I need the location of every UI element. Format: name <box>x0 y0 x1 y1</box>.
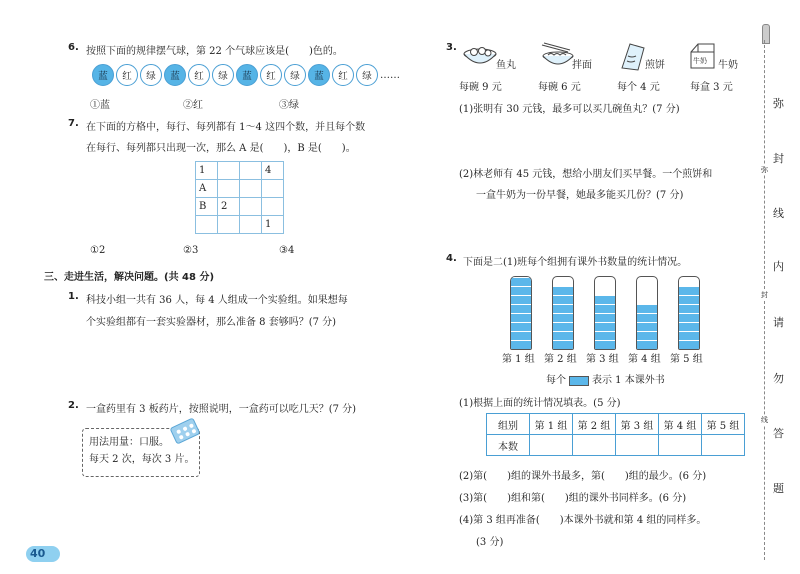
balloon: 红 <box>116 64 138 86</box>
p3-number: 3. <box>446 42 457 53</box>
book-unit <box>637 313 657 322</box>
usage-line-2: 每天 2 次，每次 3 片。 <box>89 454 195 465</box>
p4-sub3: (3)第( )组和第( )组的课外书同样多。(6 分) <box>459 493 687 504</box>
table-header-cell: 第 5 组 <box>702 414 745 435</box>
balloon: 绿 <box>212 64 234 86</box>
food-2-name: 拌面 <box>572 60 592 71</box>
balloon-ellipsis: …… <box>380 69 400 81</box>
p1-line1: 科技小组一共有 36 人，每 4 人组成一个实验组。如果想每 <box>86 295 348 306</box>
food-2-price: 每碗 6 元 <box>538 82 581 93</box>
number-grid <box>195 161 284 234</box>
grid-cell <box>196 216 218 234</box>
grid-cell: 1 <box>196 162 218 180</box>
table-header-cell: 组别 <box>487 414 530 435</box>
table-row-label: 本数 <box>487 435 530 456</box>
bar-4 <box>636 276 658 350</box>
food-3-name: 煎饼 <box>645 60 665 71</box>
q7-line2: 在每行、每列都只出现一次，那么 A 是( )，B 是( )。 <box>86 143 356 154</box>
q6-option-2: ②红 <box>183 100 203 111</box>
book-unit <box>553 340 573 349</box>
bar-1 <box>510 276 532 350</box>
p4-sub1: (1)根据上面的统计情况填表。(5 分) <box>459 398 621 409</box>
book-unit <box>679 331 699 340</box>
table-answer-cell[interactable] <box>573 435 616 456</box>
balloon: 蓝 <box>236 64 258 86</box>
book-unit <box>553 322 573 331</box>
q7-option-3: ③4 <box>279 245 295 256</box>
seal-char-5: 请 <box>773 316 784 329</box>
table-header-cell: 第 2 组 <box>573 414 616 435</box>
balloon: 红 <box>260 64 282 86</box>
book-unit <box>595 295 615 304</box>
q7-option-2: ②3 <box>183 245 199 256</box>
book-unit <box>595 322 615 331</box>
fish-ball-bowl-icon <box>464 48 496 64</box>
grid-cell <box>262 180 284 198</box>
book-unit <box>637 331 657 340</box>
section-3-heading: 三、走进生活，解决问题。(共 48 分) <box>44 272 215 283</box>
book-unit <box>553 295 573 304</box>
p4-text: 下面是二(1)班每个组拥有课外书数量的统计情况。 <box>463 257 688 268</box>
food-4-name: 牛奶 <box>718 60 738 71</box>
seal-small-3: 线 <box>761 416 768 424</box>
book-unit <box>637 322 657 331</box>
book-unit <box>511 313 531 322</box>
grid-cell: 1 <box>262 216 284 234</box>
book-unit <box>553 286 573 295</box>
book-unit <box>595 313 615 322</box>
book-unit <box>511 331 531 340</box>
book-unit <box>679 295 699 304</box>
q6-option-3: ③绿 <box>279 100 299 111</box>
book-unit <box>679 286 699 295</box>
usage-line-1: 用法用量：口服。 <box>89 437 169 448</box>
grid-cell <box>218 180 240 198</box>
book-unit <box>679 340 699 349</box>
balloon: 绿 <box>356 64 378 86</box>
grid-cell <box>262 198 284 216</box>
grid-cell <box>240 162 262 180</box>
seal-char-1: 弥 <box>773 97 784 110</box>
balloon: 绿 <box>284 64 306 86</box>
book-unit <box>511 340 531 349</box>
food-1-price: 每碗 9 元 <box>459 82 502 93</box>
table-answer-cell[interactable] <box>616 435 659 456</box>
balloon: 蓝 <box>164 64 186 86</box>
table-header-cell: 第 4 组 <box>659 414 702 435</box>
book-unit <box>679 313 699 322</box>
food-4-price: 每盒 3 元 <box>690 82 733 93</box>
milk-carton-icon <box>691 44 714 68</box>
legend-swatch <box>569 376 589 386</box>
p3-sub2-line1: (2)林老师有 45 元钱，想给小朋友们买早餐。一个煎饼和 <box>459 169 713 180</box>
balloon: 红 <box>332 64 354 86</box>
grid-cell <box>218 216 240 234</box>
book-unit <box>595 340 615 349</box>
book-unit <box>553 331 573 340</box>
q7-option-1: ①2 <box>90 245 106 256</box>
p1-line2: 个实验组都有一套实验器材，那么准备 8 套够吗？(7 分) <box>86 317 337 328</box>
table-header-cell: 第 3 组 <box>616 414 659 435</box>
table-answer-cell[interactable] <box>659 435 702 456</box>
balloon: 蓝 <box>308 64 330 86</box>
balloon: 红 <box>188 64 210 86</box>
seal-small-2: 封 <box>761 291 768 299</box>
category-label: 第 3 组 <box>586 354 619 365</box>
food-1-name: 鱼丸 <box>496 60 516 71</box>
grid-cell: A <box>196 180 218 198</box>
book-unit <box>637 304 657 313</box>
p2-number: 2. <box>68 400 79 411</box>
category-label: 第 5 组 <box>670 354 703 365</box>
pancake-icon <box>622 44 644 70</box>
book-unit <box>679 322 699 331</box>
category-label: 第 2 组 <box>544 354 577 365</box>
seal-char-6: 勿 <box>773 372 784 385</box>
book-unit <box>637 340 657 349</box>
balloon: 蓝 <box>92 64 114 86</box>
grid-cell: B <box>196 198 218 216</box>
category-label: 第 4 组 <box>628 354 661 365</box>
q7-line1: 在下面的方格中，每行、每列都有 1～4 这四个数，并且每个数 <box>86 122 366 133</box>
table-answer-cell[interactable] <box>702 435 745 456</box>
noodle-bowl-icon <box>542 43 573 64</box>
q6-option-1: ①蓝 <box>90 100 110 111</box>
p4-number: 4. <box>446 253 457 264</box>
seal-char-7: 答 <box>773 427 784 440</box>
book-unit <box>553 313 573 322</box>
seal-line <box>764 40 765 560</box>
p3-sub1: (1)张明有 30 元钱，最多可以买几碗鱼丸？(7 分) <box>459 104 680 115</box>
milk-carton-label: 牛奶 <box>693 57 707 65</box>
seal-char-8: 题 <box>773 482 784 495</box>
grid-cell <box>240 198 262 216</box>
table-header-cell: 第 1 组 <box>530 414 573 435</box>
p4-sub4-line1: (4)第 3 组再准备( )本课外书就和第 4 组的同样多。 <box>459 515 707 526</box>
grid-cell <box>240 180 262 198</box>
p1-number: 1. <box>68 291 79 302</box>
table-answer-cell[interactable] <box>530 435 573 456</box>
stat-table <box>486 413 745 456</box>
legend-prefix: 每个 <box>546 375 566 386</box>
book-unit <box>511 286 531 295</box>
book-unit <box>679 304 699 313</box>
q6-text: 按照下面的规律摆气球，第 22 个气球应该是( )色的。 <box>86 46 343 57</box>
chart-legend <box>546 371 665 386</box>
category-label: 第 1 组 <box>502 354 535 365</box>
page-number: 40 <box>26 546 60 562</box>
book-unit <box>553 304 573 313</box>
book-unit <box>595 304 615 313</box>
p2-text: 一盒药里有 3 板药片，按照说明，一盒药可以吃几天？(7 分) <box>86 404 357 415</box>
seal-char-4: 内 <box>773 260 784 273</box>
book-unit <box>511 322 531 331</box>
bar-5 <box>678 276 700 350</box>
p3-sub2-line2: 一盒牛奶为一份早餐，她最多能买几份？(7 分) <box>476 190 684 201</box>
bar-3 <box>594 276 616 350</box>
grid-cell <box>218 162 240 180</box>
grid-cell: 2 <box>218 198 240 216</box>
p4-sub2: (2)第( )组的课外书最多，第( )组的最少。(6 分) <box>459 471 707 482</box>
book-unit <box>595 331 615 340</box>
q7-number: 7. <box>68 118 79 129</box>
book-unit <box>511 304 531 313</box>
p4-sub4-line2: (3 分) <box>476 537 504 548</box>
balloon-row <box>92 64 400 86</box>
legend-suffix: 表示 1 本课外书 <box>592 375 665 386</box>
grid-cell: 4 <box>262 162 284 180</box>
balloon: 绿 <box>140 64 162 86</box>
book-unit <box>511 277 531 286</box>
seal-char-2: 封 <box>773 152 784 165</box>
seal-char-3: 线 <box>773 207 784 220</box>
seal-small-1: 弥 <box>761 166 768 174</box>
bar-2 <box>552 276 574 350</box>
book-unit <box>511 295 531 304</box>
q6-number: 6. <box>68 42 79 53</box>
food-3-price: 每个 4 元 <box>617 82 660 93</box>
grid-cell <box>240 216 262 234</box>
